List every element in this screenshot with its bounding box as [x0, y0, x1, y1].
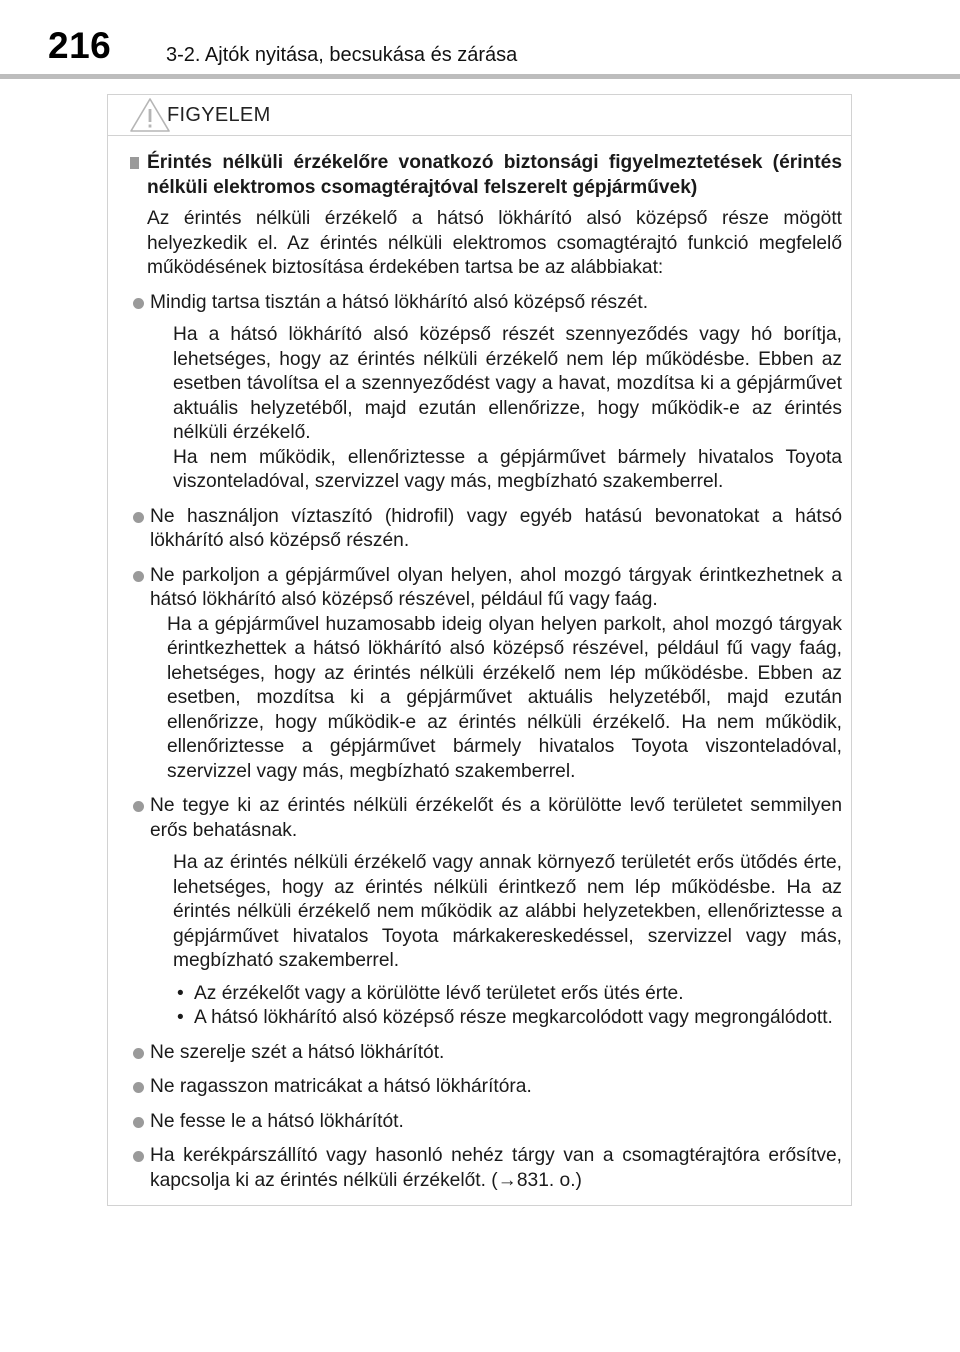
- sub-list-item-text: Az érzékelőt vagy a körülötte lévő területet erős ütés érte.: [194, 982, 684, 1004]
- warning-heading: [130, 151, 842, 200]
- page-header: [0, 0, 960, 80]
- list-item: [130, 1041, 842, 1066]
- list-item: [130, 1110, 842, 1135]
- list-item-detail: Ha nem működik, ellenőriztesse a gépjárművet bármely hivatalos Toyota viszonteladóval, szervizzel vagy más, megbízható szakemberrel.: [173, 446, 842, 492]
- list-item: [130, 794, 842, 843]
- warning-heading-text: Érintés nélküli érzékelőre vonatkozó biztonsági figyelmeztetések (érintés nélküli elektromos csomagtérajtóval felszerelt gépjárművek): [147, 152, 842, 198]
- list-item-text: Ne ragasszon matricákat a hátsó lökhárítóra.: [150, 1076, 532, 1097]
- warning-triangle-icon: [128, 97, 172, 133]
- bullet-dot-icon: [133, 1151, 144, 1162]
- sub-list-item-text: A hátsó lökhárító alsó középső része megkarcolódott vagy megrongálódott.: [194, 1007, 833, 1028]
- bullet-dot-icon: [133, 1048, 144, 1059]
- list-item-text: Ne szerelje szét a hátsó lökhárítót.: [150, 1041, 445, 1063]
- bullet-dot-icon: [133, 1117, 144, 1128]
- list-item: [130, 564, 842, 613]
- bullet-dot-icon: [133, 512, 144, 523]
- bullet-dot-icon: [133, 801, 144, 812]
- list-item-detail: Ha a hátsó lökhárító alsó középső részét szennyeződés vagy hó borítja, lehetséges, hogy az érintés nélküli érzékelő nem lép működésbe. Ebben az esetben távolítsa el a szennyeződést vagy a havat, mozdítsa ki a gépjárművet aktuális helyzetéből, majd ezután ellenőrizze, hogy működik-e az érintés nélküli érzékelő.: [173, 324, 842, 443]
- warning-label: FIGYELEM: [167, 104, 271, 126]
- list-item-text: Mindig tartsa tisztán a hátsó lökhárító alsó középső részét.: [150, 291, 649, 313]
- warning-content: [130, 151, 842, 1193]
- bullet-dot-icon: [133, 571, 144, 582]
- sub-list: [173, 982, 842, 1031]
- list-item-text: Ne tegye ki az érintés nélküli érzékelőt és a körülötte levő területet semmilyen erős behatásnak.: [150, 795, 842, 841]
- warning-intro: Az érintés nélküli érzékelő a hátsó lökhárító alsó középső része mögött helyezkedik el. Az érintés nélküli elektromos csomagtérajtó funkció megfelelő működésének biztosítása érdekében tartsa be az alábbiakat:: [147, 208, 842, 278]
- list-item-detail: Ha a gépjárművel huzamosabb ideig olyan helyen parkolt, ahol mozgó tárgyak érintkezhettek a hátsó lökhárító alsó középső részével, például fű vagy faág, lehetséges, hogy az érintés nélküli érzékelő nem lép működésbe. Ebben az esetben, mozdítsa ki a gépjárművet aktuális helyzetéből, majd ezután ellenőrizze, hogy működik-e az érintés nélküli érzékelő. Ha nem működik, ellenőriztesse a gépjárművet bármely hivatalos Toyota viszonteladóval, szervizzel vagy más, megbízható szakemberrel.: [167, 613, 842, 782]
- list-item-text: Ne használjon víztaszító (hidrofil) vagy egyéb hatású bevonatokat a hátsó lökhárító alsó középső részén.: [150, 505, 842, 551]
- warning-header: [108, 95, 851, 136]
- sub-list-item: • A hátsó lökhárító alsó középső része megkarcolódott vagy megrongálódott.: [173, 1006, 842, 1031]
- list-item: [130, 291, 842, 316]
- bullet-dot-icon: [133, 1082, 144, 1093]
- section-square-icon: [130, 157, 139, 169]
- list-item-text: Ha kerékpárszállító vagy hasonló nehéz tárgy van a csomagtérajtóra erősítve, kapcsolja ki az érintés nélküli érzékelőt. (→831. o.): [150, 1145, 842, 1191]
- list-item: [130, 1075, 842, 1100]
- bullet-dot-icon: [133, 298, 144, 309]
- list-item-text: Ne parkoljon a gépjárművel olyan helyen, ahol mozgó tárgyak érintkezhetnek a hátsó lökhárító alsó középső részével, például fű vagy faág.: [150, 564, 842, 610]
- list-item-detail: Ha az érintés nélküli érzékelő vagy annak környező területét erős ütődés érte, lehetséges, hogy az érintés nélküli érintkező nem lép működésbe. Ha az érintés nélküli érzékelő nem működik az alábbi helyzetekben, ellenőriztesse a gépjárművet hivatalos Toyota márkakereskedéssel, szervizzel vagy más, megbízható szakemberrel.: [173, 852, 842, 971]
- page-number: 216: [48, 25, 112, 66]
- sub-list-item: • Az érzékelőt vagy a körülötte lévő területet erős ütés érte.: [173, 982, 842, 1007]
- section-title: 3-2. Ajtók nyitása, becsukása és zárása: [166, 44, 518, 66]
- header-rule: [0, 74, 960, 79]
- list-item-text: Ne fesse le a hátsó lökhárítót.: [150, 1110, 404, 1132]
- warning-box: [107, 94, 852, 1206]
- list-item: [130, 505, 842, 554]
- list-item: [130, 1144, 842, 1193]
